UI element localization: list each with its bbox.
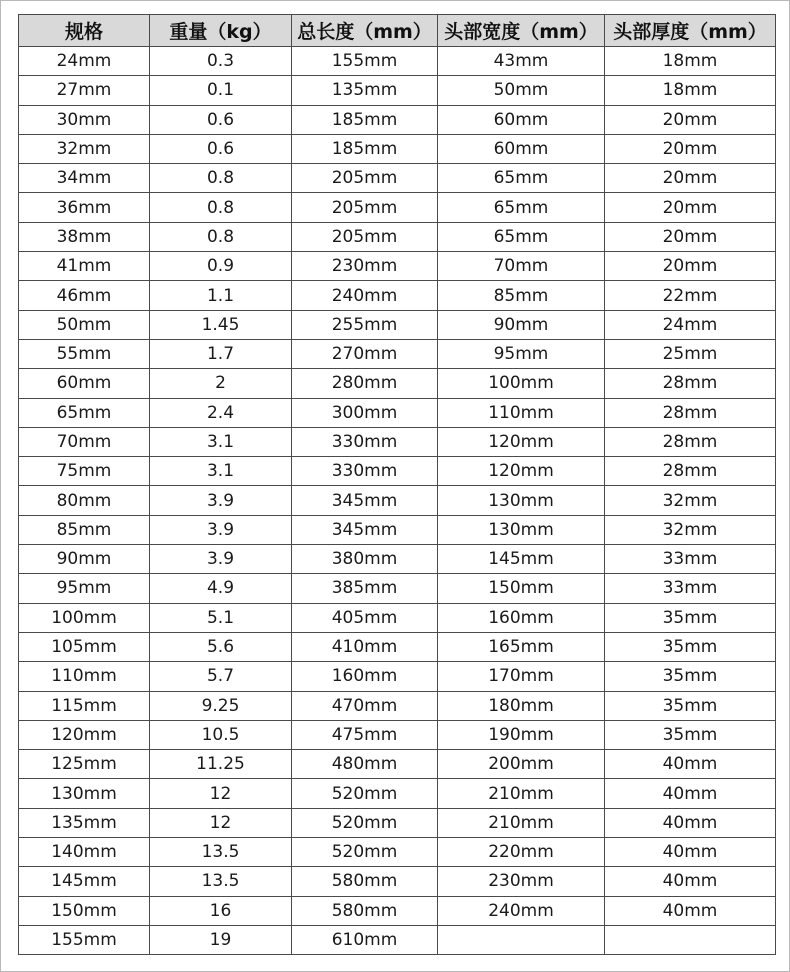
cell-total-length: 475mm (292, 720, 438, 749)
table-row (19, 750, 776, 779)
table-row (19, 252, 776, 281)
cell-weight: 9.25 (150, 691, 292, 720)
table-row (19, 134, 776, 163)
cell-head-width: 170mm (438, 662, 605, 691)
cell-head-width: 145mm (438, 545, 605, 574)
cell-head-width: 85mm (438, 281, 605, 310)
header-spec: 规格 (19, 15, 150, 47)
table-row (19, 632, 776, 661)
cell-weight: 1.1 (150, 281, 292, 310)
cell-head-width: 180mm (438, 691, 605, 720)
cell-total-length: 345mm (292, 486, 438, 515)
table-row (19, 720, 776, 749)
cell-head-width: 130mm (438, 515, 605, 544)
cell-weight: 3.9 (150, 515, 292, 544)
cell-head-width: 130mm (438, 486, 605, 515)
cell-total-length: 205mm (292, 193, 438, 222)
cell-total-length: 410mm (292, 632, 438, 661)
cell-weight: 10.5 (150, 720, 292, 749)
cell-spec: 140mm (19, 838, 150, 867)
cell-head-thickness (605, 925, 776, 954)
cell-weight: 5.6 (150, 632, 292, 661)
cell-head-thickness: 35mm (605, 662, 776, 691)
cell-weight: 12 (150, 808, 292, 837)
cell-weight: 11.25 (150, 750, 292, 779)
cell-head-width: 120mm (438, 457, 605, 486)
cell-head-thickness: 20mm (605, 105, 776, 134)
cell-spec: 95mm (19, 574, 150, 603)
cell-head-thickness: 35mm (605, 632, 776, 661)
cell-spec: 24mm (19, 47, 150, 76)
cell-head-width: 50mm (438, 76, 605, 105)
table-row (19, 808, 776, 837)
cell-head-thickness: 22mm (605, 281, 776, 310)
cell-head-thickness: 18mm (605, 76, 776, 105)
cell-head-width: 70mm (438, 252, 605, 281)
cell-total-length: 300mm (292, 398, 438, 427)
cell-head-width: 95mm (438, 339, 605, 368)
cell-total-length: 480mm (292, 750, 438, 779)
cell-total-length: 160mm (292, 662, 438, 691)
cell-head-thickness: 40mm (605, 867, 776, 896)
table-row (19, 574, 776, 603)
table-row (19, 457, 776, 486)
cell-weight: 0.8 (150, 222, 292, 251)
cell-total-length: 230mm (292, 252, 438, 281)
table-row (19, 603, 776, 632)
cell-total-length: 330mm (292, 427, 438, 456)
table-row (19, 76, 776, 105)
cell-weight: 3.9 (150, 545, 292, 574)
cell-head-width: 120mm (438, 427, 605, 456)
cell-weight: 0.6 (150, 134, 292, 163)
cell-total-length: 405mm (292, 603, 438, 632)
cell-total-length: 270mm (292, 339, 438, 368)
cell-head-thickness: 28mm (605, 427, 776, 456)
cell-total-length: 205mm (292, 222, 438, 251)
cell-head-thickness: 33mm (605, 574, 776, 603)
cell-spec: 85mm (19, 515, 150, 544)
cell-head-width: 65mm (438, 164, 605, 193)
cell-head-thickness: 40mm (605, 838, 776, 867)
cell-head-thickness: 40mm (605, 750, 776, 779)
cell-head-thickness: 28mm (605, 457, 776, 486)
table-row (19, 867, 776, 896)
cell-total-length: 470mm (292, 691, 438, 720)
cell-total-length: 345mm (292, 515, 438, 544)
cell-head-width: 43mm (438, 47, 605, 76)
cell-spec: 110mm (19, 662, 150, 691)
cell-total-length: 580mm (292, 896, 438, 925)
table-row (19, 310, 776, 339)
cell-head-thickness: 20mm (605, 222, 776, 251)
cell-weight: 0.6 (150, 105, 292, 134)
spec-table (18, 14, 776, 955)
cell-head-width: 150mm (438, 574, 605, 603)
cell-spec: 55mm (19, 339, 150, 368)
table-row (19, 281, 776, 310)
cell-spec: 30mm (19, 105, 150, 134)
cell-head-width: 165mm (438, 632, 605, 661)
cell-weight: 2 (150, 369, 292, 398)
table-row (19, 545, 776, 574)
table-row (19, 339, 776, 368)
cell-head-thickness: 20mm (605, 193, 776, 222)
cell-head-width: 200mm (438, 750, 605, 779)
table-row (19, 838, 776, 867)
cell-head-width: 65mm (438, 222, 605, 251)
table-row (19, 925, 776, 954)
cell-total-length: 240mm (292, 281, 438, 310)
cell-head-thickness: 18mm (605, 47, 776, 76)
spec-table-container (18, 14, 775, 955)
cell-weight: 0.1 (150, 76, 292, 105)
table-row (19, 164, 776, 193)
cell-head-thickness: 35mm (605, 603, 776, 632)
cell-head-thickness: 28mm (605, 369, 776, 398)
cell-spec: 36mm (19, 193, 150, 222)
cell-head-width: 210mm (438, 808, 605, 837)
cell-weight: 0.8 (150, 164, 292, 193)
cell-weight: 2.4 (150, 398, 292, 427)
cell-head-width: 60mm (438, 105, 605, 134)
cell-head-thickness: 40mm (605, 779, 776, 808)
cell-head-width: 100mm (438, 369, 605, 398)
cell-total-length: 330mm (292, 457, 438, 486)
cell-spec: 80mm (19, 486, 150, 515)
cell-head-thickness: 25mm (605, 339, 776, 368)
header-total-length: 总长度（mm） (292, 15, 438, 47)
cell-total-length: 205mm (292, 164, 438, 193)
cell-weight: 5.7 (150, 662, 292, 691)
cell-head-thickness: 40mm (605, 808, 776, 837)
cell-total-length: 185mm (292, 134, 438, 163)
cell-weight: 13.5 (150, 838, 292, 867)
cell-head-width: 230mm (438, 867, 605, 896)
cell-weight: 0.3 (150, 47, 292, 76)
cell-weight: 13.5 (150, 867, 292, 896)
cell-head-width (438, 925, 605, 954)
cell-total-length: 610mm (292, 925, 438, 954)
cell-total-length: 155mm (292, 47, 438, 76)
cell-weight: 0.9 (150, 252, 292, 281)
cell-head-thickness: 35mm (605, 720, 776, 749)
cell-head-width: 60mm (438, 134, 605, 163)
cell-head-width: 240mm (438, 896, 605, 925)
cell-spec: 65mm (19, 398, 150, 427)
cell-total-length: 520mm (292, 808, 438, 837)
cell-spec: 150mm (19, 896, 150, 925)
cell-total-length: 185mm (292, 105, 438, 134)
cell-spec: 70mm (19, 427, 150, 456)
cell-spec: 46mm (19, 281, 150, 310)
cell-spec: 75mm (19, 457, 150, 486)
cell-spec: 155mm (19, 925, 150, 954)
cell-total-length: 380mm (292, 545, 438, 574)
cell-total-length: 580mm (292, 867, 438, 896)
cell-head-thickness: 35mm (605, 691, 776, 720)
header-row (19, 15, 776, 47)
cell-head-thickness: 32mm (605, 515, 776, 544)
cell-spec: 115mm (19, 691, 150, 720)
cell-weight: 3.1 (150, 457, 292, 486)
cell-head-width: 110mm (438, 398, 605, 427)
spec-table-header (19, 15, 776, 47)
table-row (19, 896, 776, 925)
table-row (19, 691, 776, 720)
cell-weight: 0.8 (150, 193, 292, 222)
cell-spec: 32mm (19, 134, 150, 163)
cell-spec: 90mm (19, 545, 150, 574)
table-row (19, 662, 776, 691)
cell-spec: 105mm (19, 632, 150, 661)
cell-spec: 100mm (19, 603, 150, 632)
cell-spec: 50mm (19, 310, 150, 339)
cell-weight: 1.45 (150, 310, 292, 339)
cell-head-width: 90mm (438, 310, 605, 339)
table-row (19, 369, 776, 398)
cell-weight: 1.7 (150, 339, 292, 368)
cell-spec: 41mm (19, 252, 150, 281)
cell-spec: 120mm (19, 720, 150, 749)
cell-head-width: 160mm (438, 603, 605, 632)
table-row (19, 779, 776, 808)
table-row (19, 427, 776, 456)
cell-weight: 16 (150, 896, 292, 925)
cell-head-thickness: 33mm (605, 545, 776, 574)
cell-total-length: 135mm (292, 76, 438, 105)
table-row (19, 398, 776, 427)
cell-head-width: 210mm (438, 779, 605, 808)
cell-weight: 5.1 (150, 603, 292, 632)
cell-spec: 38mm (19, 222, 150, 251)
cell-total-length: 520mm (292, 838, 438, 867)
cell-head-width: 220mm (438, 838, 605, 867)
cell-head-thickness: 24mm (605, 310, 776, 339)
cell-head-thickness: 20mm (605, 134, 776, 163)
cell-head-thickness: 40mm (605, 896, 776, 925)
header-head-thickness: 头部厚度（mm） (605, 15, 776, 47)
table-row (19, 193, 776, 222)
cell-spec: 27mm (19, 76, 150, 105)
cell-head-width: 65mm (438, 193, 605, 222)
table-row (19, 515, 776, 544)
cell-total-length: 385mm (292, 574, 438, 603)
cell-spec: 60mm (19, 369, 150, 398)
cell-spec: 135mm (19, 808, 150, 837)
cell-weight: 3.9 (150, 486, 292, 515)
cell-spec: 34mm (19, 164, 150, 193)
table-row (19, 222, 776, 251)
cell-head-thickness: 32mm (605, 486, 776, 515)
cell-total-length: 255mm (292, 310, 438, 339)
cell-head-thickness: 20mm (605, 164, 776, 193)
header-head-width: 头部宽度（mm） (438, 15, 605, 47)
cell-spec: 145mm (19, 867, 150, 896)
cell-total-length: 520mm (292, 779, 438, 808)
cell-weight: 4.9 (150, 574, 292, 603)
table-row (19, 47, 776, 76)
spec-table-body (19, 47, 776, 955)
table-row (19, 486, 776, 515)
cell-head-width: 190mm (438, 720, 605, 749)
cell-total-length: 280mm (292, 369, 438, 398)
cell-weight: 19 (150, 925, 292, 954)
cell-head-thickness: 28mm (605, 398, 776, 427)
cell-weight: 3.1 (150, 427, 292, 456)
header-weight: 重量（kg） (150, 15, 292, 47)
table-row (19, 105, 776, 134)
cell-head-thickness: 20mm (605, 252, 776, 281)
cell-spec: 130mm (19, 779, 150, 808)
cell-weight: 12 (150, 779, 292, 808)
cell-spec: 125mm (19, 750, 150, 779)
